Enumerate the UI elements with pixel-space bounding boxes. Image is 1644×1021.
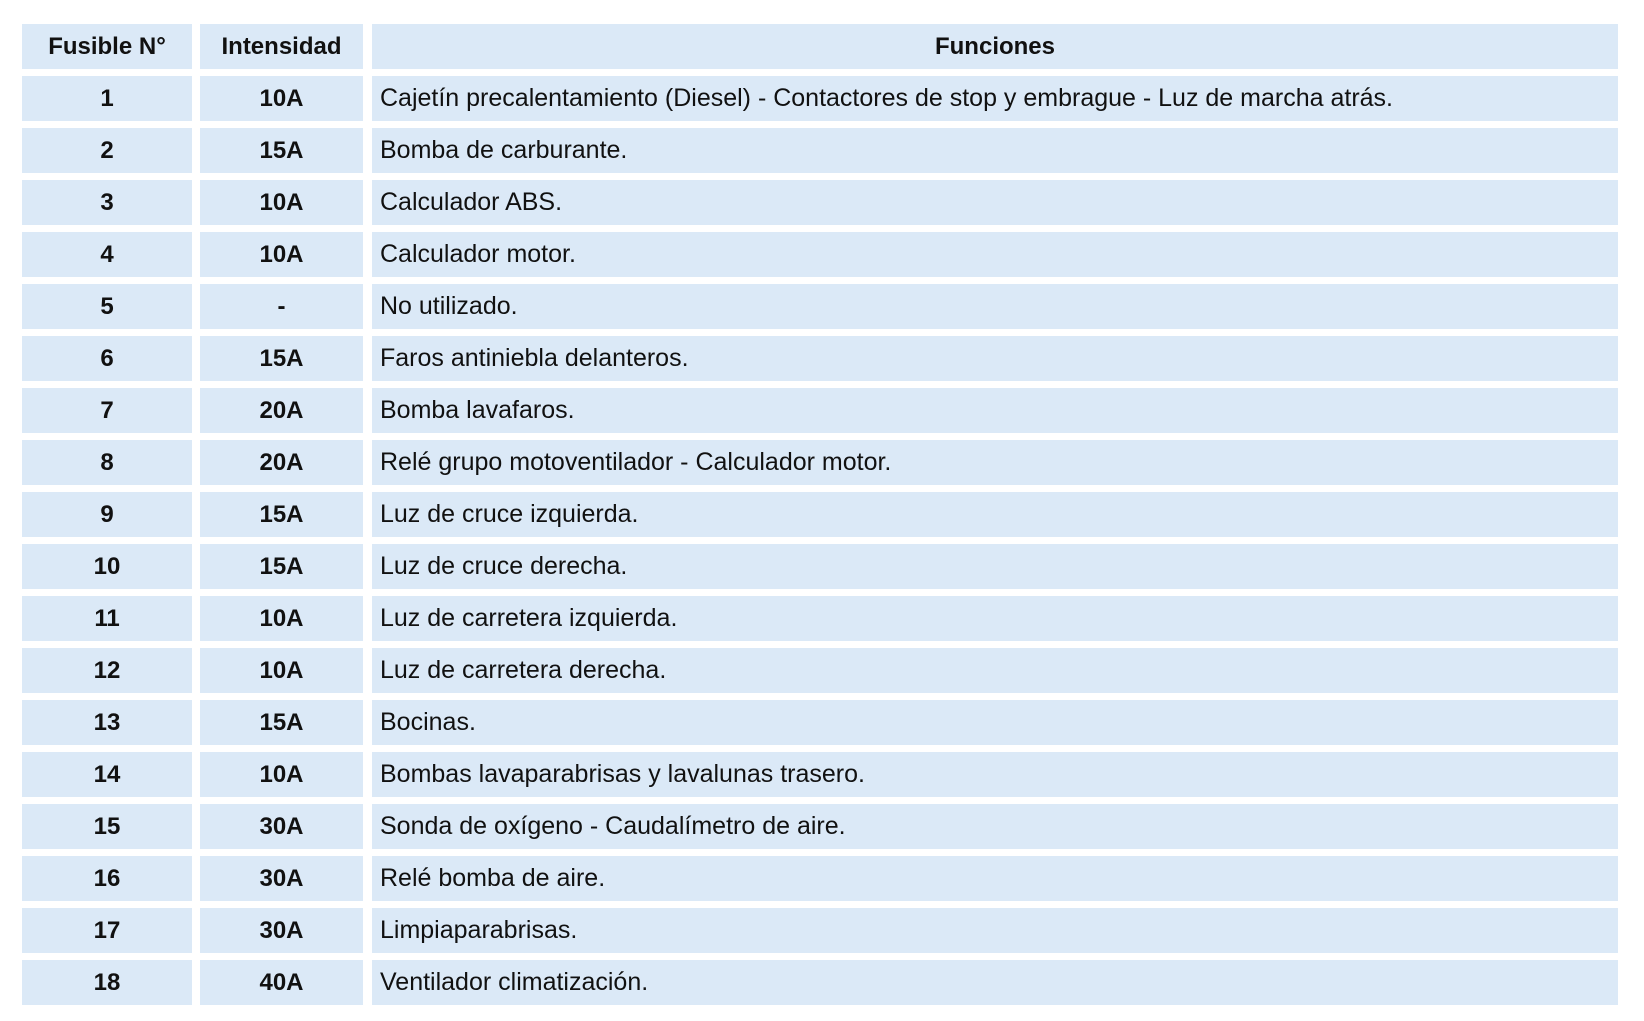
function-cell: Calculador ABS. [372, 180, 1618, 225]
current-cell: 10A [200, 752, 363, 797]
function-cell: No utilizado. [372, 284, 1618, 329]
table-row [22, 492, 1618, 537]
current-cell: 10A [200, 180, 363, 225]
fuse-number-cell: 15 [22, 804, 192, 849]
current-cell: - [200, 284, 363, 329]
current-cell: 15A [200, 544, 363, 589]
function-cell: Calculador motor. [372, 232, 1618, 277]
table-row [22, 440, 1618, 485]
table-row [22, 648, 1618, 693]
function-cell: Bomba lavafaros. [372, 388, 1618, 433]
current-cell: 15A [200, 492, 363, 537]
fuse-table [22, 24, 1618, 1012]
fuse-number-cell: 7 [22, 388, 192, 433]
current-cell: 30A [200, 804, 363, 849]
function-cell: Sonda de oxígeno - Caudalímetro de aire. [372, 804, 1618, 849]
table-row [22, 388, 1618, 433]
fuse-number-cell: 18 [22, 960, 192, 1005]
fuse-number-cell: 2 [22, 128, 192, 173]
fuse-number-cell: 17 [22, 908, 192, 953]
function-cell: Luz de carretera derecha. [372, 648, 1618, 693]
table-row [22, 700, 1618, 745]
function-cell: Luz de cruce derecha. [372, 544, 1618, 589]
function-cell: Limpiaparabrisas. [372, 908, 1618, 953]
current-cell: 15A [200, 700, 363, 745]
function-cell: Bocinas. [372, 700, 1618, 745]
current-cell: 20A [200, 388, 363, 433]
table-row [22, 76, 1618, 121]
header-current: Intensidad [200, 24, 363, 69]
table-row [22, 128, 1618, 173]
function-cell: Ventilador climatización. [372, 960, 1618, 1005]
fuse-number-cell: 5 [22, 284, 192, 329]
table-row [22, 284, 1618, 329]
function-cell: Relé grupo motoventilador - Calculador motor. [372, 440, 1618, 485]
table-row [22, 180, 1618, 225]
fuse-number-cell: 8 [22, 440, 192, 485]
current-cell: 30A [200, 908, 363, 953]
current-cell: 10A [200, 232, 363, 277]
fuse-number-cell: 10 [22, 544, 192, 589]
fuse-number-cell: 4 [22, 232, 192, 277]
current-cell: 40A [200, 960, 363, 1005]
function-cell: Relé bomba de aire. [372, 856, 1618, 901]
fuse-number-cell: 14 [22, 752, 192, 797]
table-row [22, 232, 1618, 277]
table-row [22, 596, 1618, 641]
function-cell: Bombas lavaparabrisas y lavalunas trasero. [372, 752, 1618, 797]
table-row [22, 960, 1618, 1005]
table-header-row [22, 24, 1618, 69]
function-cell: Faros antiniebla delanteros. [372, 336, 1618, 381]
fuse-number-cell: 13 [22, 700, 192, 745]
function-cell: Luz de carretera izquierda. [372, 596, 1618, 641]
current-cell: 15A [200, 128, 363, 173]
fuse-number-cell: 11 [22, 596, 192, 641]
table-row [22, 856, 1618, 901]
current-cell: 15A [200, 336, 363, 381]
table-row [22, 336, 1618, 381]
table-row [22, 544, 1618, 589]
function-cell: Luz de cruce izquierda. [372, 492, 1618, 537]
function-cell: Cajetín precalentamiento (Diesel) - Contactores de stop y embrague - Luz de marcha atrás. [372, 76, 1618, 121]
current-cell: 10A [200, 596, 363, 641]
fuse-number-cell: 3 [22, 180, 192, 225]
table-row [22, 908, 1618, 953]
fuse-number-cell: 1 [22, 76, 192, 121]
fuse-number-cell: 12 [22, 648, 192, 693]
fuse-number-cell: 16 [22, 856, 192, 901]
current-cell: 30A [200, 856, 363, 901]
header-functions: Funciones [372, 24, 1618, 69]
fuse-number-cell: 6 [22, 336, 192, 381]
current-cell: 10A [200, 76, 363, 121]
header-fuse-number: Fusible N° [22, 24, 192, 69]
current-cell: 10A [200, 648, 363, 693]
table-row [22, 752, 1618, 797]
current-cell: 20A [200, 440, 363, 485]
function-cell: Bomba de carburante. [372, 128, 1618, 173]
fuse-number-cell: 9 [22, 492, 192, 537]
table-row [22, 804, 1618, 849]
